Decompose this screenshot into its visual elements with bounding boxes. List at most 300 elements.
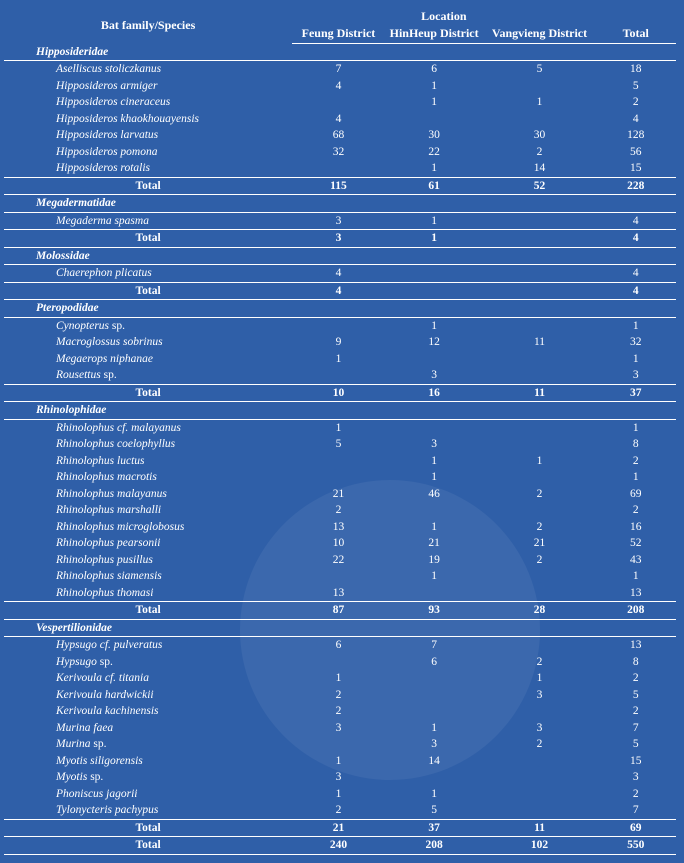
total-cell: 13 [629,639,642,651]
species-name: Aselliscus stoliczkanus [56,63,162,75]
species-row [4,317,676,334]
total-cell: 8 [632,438,639,450]
grand-total-label: Total [4,837,292,855]
feung-cell: 2 [335,688,342,701]
species-name-cell [4,453,292,470]
vangvieng-cell: 2 [536,145,543,158]
hinheup-cell: 1 [385,230,484,248]
vangvieng-cell [484,703,596,720]
feung-cell: 1 [335,352,342,365]
feung-cell [292,160,385,177]
total-cell: 228 [595,177,676,195]
family-row [4,247,676,265]
species-row [4,720,676,737]
species-name: Rhinolophus pusillus [56,553,153,566]
feung-cell: 13 [332,520,345,533]
species-name-cell [4,502,292,519]
total-cell: 1 [632,421,639,434]
species-row [4,144,676,161]
total-label: Total [4,819,292,837]
family-total-row [4,602,676,620]
hinheup-cell: 1 [431,570,437,582]
hinheup-cell: 37 [385,819,484,837]
species-name: Rhinolophus luctus [56,454,145,467]
species-name: Megaderma spasma [56,214,149,227]
total-cell: 208 [595,602,676,620]
feung-cell: 22 [332,553,345,566]
vangvieng-cell: 14 [533,162,546,174]
species-name-cell [4,144,292,161]
species-name-cell [4,802,292,819]
species-name: Cynopterus [56,319,110,332]
feung-cell: 87 [292,602,385,620]
vangvieng-cell [484,419,596,436]
species-name: Rhinolophus siamensis [56,570,162,582]
vangvieng-cell: 1 [536,672,543,684]
vangvieng-cell: 2 [536,553,543,566]
total-cell: 1 [632,352,639,365]
table-body [4,43,676,854]
hinheup-cell: 19 [428,553,440,566]
species-row [4,469,676,486]
feung-cell: 21 [332,487,345,500]
species-name: Hipposideros khaokhouayensis [56,112,199,125]
feung-cell: 3 [335,771,342,783]
species-name: Rhinolophus malayanus [56,487,167,500]
species-name-cell [4,736,292,753]
family-row [4,195,676,213]
species-name-cell [4,94,292,111]
feung-cell: 9 [335,336,342,348]
species-name-cell [4,419,292,436]
total-cell: 32 [629,336,642,348]
total-cell: 7 [632,804,639,816]
hinheup-cell: 61 [385,177,484,195]
vangvieng-cell: 28 [484,602,596,620]
hinheup-cell: 30 [428,129,440,141]
family-total-row [4,230,676,248]
hinheup-cell: 1 [431,214,437,227]
vangvieng-cell: 11 [533,336,546,348]
vangvieng-cell: 21 [533,537,546,549]
hinheup-cell [385,769,484,786]
species-name-cell [4,535,292,552]
vangvieng-cell [484,212,596,230]
hinheup-cell: 3 [431,738,437,750]
species-suffix: sp. [90,738,107,750]
header-row-top [4,6,676,25]
species-name-cell [4,111,292,128]
total-cell: 37 [595,384,676,402]
species-row [4,585,676,602]
species-name-cell [4,351,292,368]
total-cell: 4 [595,282,676,300]
species-name: Hypsugo cf. pulveratus [56,639,163,651]
family-total-row [4,384,676,402]
hinheup-cell: 6 [431,63,437,75]
vangvieng-cell: 3 [536,721,543,734]
species-name-cell [4,160,292,177]
species-name-cell [4,568,292,585]
species-name: Hipposideros armiger [56,79,158,92]
species-name: Rhinolophus coelophyllus [56,438,176,450]
hinheup-cell: 1 [431,454,437,467]
hinheup-cell: 6 [431,655,437,668]
species-name-cell [4,61,292,78]
family-total-row [4,177,676,195]
species-row [4,552,676,569]
species-name-cell [4,367,292,384]
feung-cell: 115 [292,177,385,195]
species-name-cell [4,127,292,144]
species-row [4,687,676,704]
hinheup-cell: 1 [431,471,437,483]
species-name: Kerivoula cf. titania [56,672,149,684]
species-name: Hipposideros cineraceus [56,96,171,108]
feung-cell [292,469,385,486]
total-cell: 2 [632,504,639,516]
species-suffix: sp. [96,655,113,668]
feung-cell: 1 [335,754,342,767]
species-name-cell [4,78,292,95]
species-name: Rhinolophus microglobosus [56,520,185,533]
total-cell: 52 [629,537,642,549]
feung-cell: 3 [335,721,342,734]
hinheup-cell: 1 [431,96,437,108]
vangvieng-cell: 1 [536,454,543,467]
hinheup-cell: 14 [428,754,440,767]
species-name: Rhinolophus thomasi [56,586,154,599]
vangvieng-cell [484,802,596,819]
species-name: Kerivoula kachinensis [56,705,159,717]
species-name-cell [4,786,292,803]
species-name: Rhinolophus macrotis [56,471,157,483]
total-cell: 3 [632,369,639,381]
vangvieng-cell [484,469,596,486]
total-cell: 69 [595,819,676,837]
vangvieng-cell: 1 [536,96,543,108]
total-cell: 550 [595,837,676,855]
family-row [4,300,676,318]
total-cell: 4 [632,267,639,279]
species-row [4,568,676,585]
feung-cell: 68 [332,129,345,141]
species-row [4,703,676,720]
species-row [4,265,676,283]
species-name: Hipposideros larvatus [56,129,159,141]
species-row [4,654,676,671]
vangvieng-cell: 3 [536,688,543,701]
total-cell: 15 [629,162,642,174]
feung-cell: 3 [335,214,342,227]
species-name-cell [4,720,292,737]
species-row [4,111,676,128]
species-row [4,502,676,519]
vangvieng-cell [484,111,596,128]
col-header-feung: Feung District [292,25,385,44]
species-name: Hypsugo [56,655,97,668]
species-name: Rhinolophus cf. malayanus [56,421,181,434]
family-name: Megadermatidae [4,195,676,213]
species-row [4,519,676,536]
total-cell: 16 [629,520,642,533]
species-row [4,753,676,770]
species-row [4,419,676,436]
feung-cell: 32 [332,145,345,158]
species-name-cell [4,654,292,671]
total-cell: 1 [632,471,639,483]
feung-cell: 10 [292,384,385,402]
total-cell: 4 [632,214,639,227]
family-total-row [4,819,676,837]
species-name-cell [4,585,292,602]
total-cell: 43 [629,553,642,566]
vangvieng-cell: 2 [536,738,543,750]
vangvieng-cell: 11 [484,384,596,402]
species-row [4,736,676,753]
hinheup-cell [385,502,484,519]
family-name: Pteropodidae [4,300,676,318]
feung-cell: 5 [335,438,342,450]
col-header-location: Location [421,9,467,23]
feung-cell: 3 [292,230,385,248]
hinheup-cell: 208 [385,837,484,855]
vangvieng-cell [484,230,596,248]
feung-cell: 7 [335,63,342,75]
species-name: Myotis [56,771,88,783]
species-name-cell [4,769,292,786]
species-row [4,160,676,177]
total-cell: 5 [632,688,639,701]
hinheup-cell: 22 [428,145,440,158]
species-name: Rhinolophus marshalli [56,504,162,516]
species-row [4,351,676,368]
species-name-cell [4,753,292,770]
species-name: Hipposideros pomona [56,145,158,158]
species-row [4,769,676,786]
species-name-cell [4,687,292,704]
feung-cell: 2 [335,804,342,816]
total-label: Total [4,177,292,195]
total-label: Total [4,602,292,620]
hinheup-cell [385,585,484,602]
col-header-hinheup: HinHeup District [385,25,484,44]
hinheup-cell [385,687,484,704]
total-cell: 1 [632,570,639,582]
species-suffix: sp. [109,319,126,332]
hinheup-cell: 1 [431,787,437,800]
feung-cell [292,317,385,334]
species-name: Megaerops niphanae [56,352,153,365]
family-row [4,43,676,61]
feung-cell: 1 [335,672,342,684]
total-cell: 2 [632,705,639,717]
vangvieng-cell [484,637,596,654]
feung-cell [292,94,385,111]
species-name-cell [4,436,292,453]
hinheup-cell: 12 [428,336,440,348]
feung-cell: 240 [292,837,385,855]
feung-cell [292,568,385,585]
species-row [4,535,676,552]
hinheup-cell: 46 [428,487,440,500]
total-cell: 5 [632,738,639,750]
vangvieng-cell [484,78,596,95]
total-cell: 128 [627,129,645,141]
species-row [4,786,676,803]
feung-cell: 1 [335,787,342,800]
total-cell: 7 [632,721,639,734]
species-suffix: sp. [87,771,104,783]
species-name-cell [4,212,292,230]
feung-cell: 6 [335,639,342,651]
feung-cell: 13 [332,586,345,599]
species-name: Rousettus [56,369,101,381]
total-cell: 8 [632,655,639,668]
vangvieng-cell: 52 [484,177,596,195]
species-row [4,670,676,687]
feung-cell: 4 [292,282,385,300]
total-cell: 4 [595,230,676,248]
vangvieng-cell [484,282,596,300]
species-name: Phoniscus jagorii [56,787,138,800]
hinheup-cell: 16 [385,384,484,402]
total-cell: 4 [632,112,639,125]
hinheup-cell: 1 [431,520,437,533]
feung-cell [292,453,385,470]
feung-cell: 1 [335,421,342,434]
total-label: Total [4,282,292,300]
total-cell: 69 [629,487,642,500]
grand-total-row [4,837,676,855]
total-cell: 13 [629,586,642,599]
hinheup-cell: 5 [431,804,437,816]
feung-cell [292,736,385,753]
species-name-cell [4,265,292,283]
feung-cell [292,367,385,384]
species-name: Murina faea [56,721,114,734]
species-row [4,94,676,111]
vangvieng-cell [484,786,596,803]
family-name: Rhinolophidae [4,402,676,420]
hinheup-cell: 7 [431,639,437,651]
feung-cell: 10 [332,537,345,549]
species-name: Myotis siligorensis [56,754,143,767]
total-cell: 18 [629,63,642,75]
total-cell: 5 [632,79,639,92]
family-row [4,402,676,420]
total-cell: 2 [632,787,639,800]
species-name: Murina [56,738,91,750]
hinheup-cell: 1 [431,162,437,174]
species-row [4,802,676,819]
species-name-cell [4,552,292,569]
total-cell: 2 [632,672,639,684]
species-name: Kerivoula hardwickii [56,688,154,701]
species-name-cell [4,703,292,720]
species-name: Tylonycteris pachypus [56,804,159,816]
species-name-cell [4,317,292,334]
species-row [4,127,676,144]
vangvieng-cell [484,367,596,384]
species-row [4,78,676,95]
vangvieng-cell: 11 [484,819,596,837]
col-header-vangvieng: Vangvieng District [484,25,596,44]
vangvieng-cell: 2 [536,520,543,533]
vangvieng-cell: 5 [536,63,543,75]
family-name: Hipposideridae [4,43,676,61]
vangvieng-cell [484,585,596,602]
feung-cell: 2 [335,705,342,717]
feung-cell [292,654,385,671]
species-row [4,367,676,384]
vangvieng-cell: 2 [536,655,543,668]
species-row [4,436,676,453]
vangvieng-cell [484,436,596,453]
hinheup-cell [385,670,484,687]
species-name-cell [4,486,292,503]
species-name-cell [4,637,292,654]
col-header-total: Total [595,25,676,44]
species-row [4,486,676,503]
vangvieng-cell [484,502,596,519]
species-row [4,212,676,230]
total-cell: 2 [632,96,639,108]
hinheup-cell [385,111,484,128]
hinheup-cell: 1 [431,79,437,92]
vangvieng-cell: 30 [533,129,546,141]
species-name: Macroglossus sobrinus [56,336,163,348]
hinheup-cell [385,703,484,720]
species-row [4,61,676,78]
total-cell: 15 [629,754,642,767]
species-suffix: sp. [100,369,117,381]
species-row [4,453,676,470]
total-label: Total [4,230,292,248]
species-name-cell [4,519,292,536]
vangvieng-cell [484,753,596,770]
hinheup-cell: 3 [431,438,437,450]
species-name-cell [4,469,292,486]
total-label: Total [4,384,292,402]
feung-cell: 4 [335,267,342,279]
feung-cell: 4 [335,112,342,125]
hinheup-cell [385,265,484,283]
hinheup-cell: 21 [428,537,440,549]
species-name: Hipposideros rotalis [56,162,151,174]
hinheup-cell [385,282,484,300]
species-name-cell [4,334,292,351]
species-name: Chaerephon plicatus [56,267,152,279]
species-row [4,334,676,351]
hinheup-cell [385,419,484,436]
total-cell: 1 [632,319,639,332]
hinheup-cell: 1 [431,319,437,332]
vangvieng-cell [484,351,596,368]
feung-cell: 21 [292,819,385,837]
species-name: Rhinolophus pearsonii [56,537,161,549]
vangvieng-cell: 102 [484,837,596,855]
col-header-family-species: Bat family/Species [100,18,196,33]
feung-cell: 4 [335,79,342,92]
hinheup-cell: 3 [431,369,437,381]
vangvieng-cell [484,265,596,283]
total-cell: 3 [632,771,639,783]
family-name: Molossidae [4,247,676,265]
feung-cell: 2 [335,504,342,516]
total-cell: 2 [632,454,639,467]
vangvieng-cell [484,769,596,786]
